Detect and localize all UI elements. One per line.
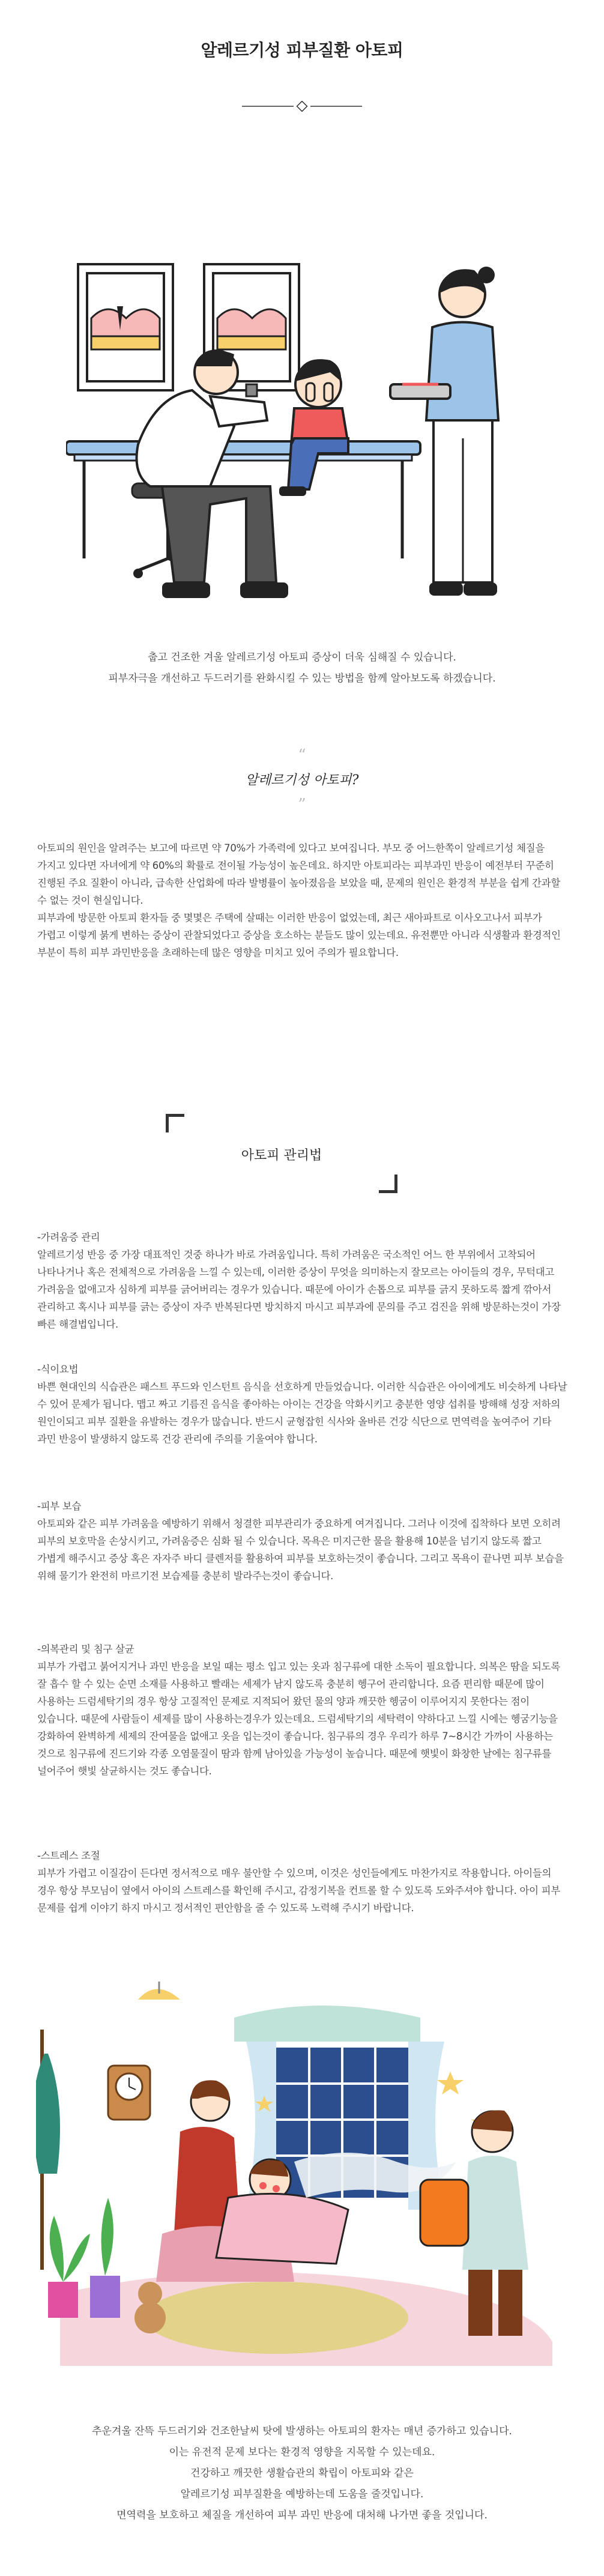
outro-line-4: 알레르기성 피부질환을 예방하는데 도움을 줄것입니다. [180,2488,424,2500]
doctor-exam-illustration [66,246,540,618]
cause-paragraph-2: 피부과에 방문한 아토피 환자들 중 몇몇은 주택에 살때는 이러한 반응이 없었는데, 최근 새아파트로 이사오고나서 피부가 가렵고 이렇게 붉게 변하는 증상이 관찰되었다고 증상을 호소하는 분들도 많이 있는데요. 유전뿐만 아니라 식생활과 환경적인 부분이 특히 피부 과민반응을 초래하는데 많은 영향을 미치고 있어 주의가 필요합니다. [37,912,561,958]
section-heading: -식이요법 [37,1364,79,1375]
section-text: 알레르기성 반응 중 가장 대표적인 것중 하나가 바로 가려움입니다. 특히 가려움은 국소적인 어느 한 부위에서 고착되어 나타나거나 혹은 전체적으로 가려움을 느낄 수 있는데, 이러한 증상이 무엇을 의미하는지 잘모르는 아이들의 경우, 무턱대고 가려움을 없애고자 심하게 피부를 긁어버리는 경우가 있습니다. 때문에 아이가 손톱으로 피부를 긁지 못하도록 짧게 깎아서 관리하고 혹시나 피부를 긁는 증상이 자주 반복된다면 방치하지 마시고 피부과에 문의를 주고 검진을 위해 방문하는것이 가장 빠른 해결법입니다. [37,1249,561,1330]
section-itch-care [37,1229,569,1333]
intro-line-1: 춥고 건조한 겨울 알레르기성 아토피 증상이 더욱 심해질 수 있습니다. [148,652,456,664]
question-title: 알레르기성 아토피? [245,773,359,788]
intro-line-2: 피부자극을 개선하고 두드러기를 완화시킬 수 있는 방법을 함께 알아보도록 하겠습니다. [108,673,496,685]
management-title: 아토피 관리법 [241,1148,322,1163]
section-heading: -스트레스 조절 [37,1850,100,1861]
section-moisturizing [37,1498,569,1585]
section-diet [37,1361,569,1448]
bracket-bottom-right-icon [379,1175,397,1193]
section-text: 바쁜 현대인의 식습관은 패스트 푸드와 인스턴트 음식을 선호하게 만들었습니다. 이러한 식습관은 아이에게도 비슷하게 나타날 수 있어 문제가 됩니다. 맵고 짜고 기름진 음식을 좋아하는 아이는 건강을 악화시키고 충분한 영양 섭취를 방해해 성장 저하의 원인이되고 피부 질환을 유발하는 경우가 많습니다. 반드시 균형잡힌 식사와 올바른 건강 식단으로 면역력을 높여주어 기타 과민 반응이 발생하지 않도록 건강 관리에 주의를 기울여야 합니다. [37,1381,567,1445]
management-heading-frame [166,1114,397,1193]
outro-line-3: 건강하고 깨끗한 생활습관의 확립이 아토피와 같은 [190,2467,414,2479]
section-text: 피부가 가렵고 이질감이 든다면 정서적으로 매우 불안할 수 있으며, 이것은 성인들에게도 마찬가지로 작용합니다. 아이들의 경우 항상 부모님이 옆에서 아이의 스트레스를 확인해 주시고, 감정기복을 컨트롤 할 수 있도록 도와주셔야 합니다. 아이 피부 문제를 쉽게 이야기 하지 마시고 정서적인 편안함을 줄 수 있도록 노력해 주시기 바랍니다. [37,1867,560,1914]
section-clothing-bedding [37,1640,569,1780]
outro-line-1: 추운겨울 잔뜩 두드러기와 건조한날씨 탓에 발생하는 아토피의 환자는 매년 증가하고 있습니다. [92,2425,512,2437]
cause-paragraph-1: 아토피의 원인을 알려주는 보고에 따르면 약 70%가 가족력에 있다고 보여집니다. 부모 중 어느한쪽이 알레르기성 체질을 가지고 있다면 자녀에게 약 60%의 확률로 전이될 가능성이 높은데요. 하지만 아토피라는 피부과민 반응이 예전부터 꾸준히 진행된 주요 질환이 아니라, 급속한 산업화에 따라 발병률이 높아졌음을 보았을 때, 문제의 원인은 환경적 부분을 쉽게 간과할 수 없는 것이 현실입니다. [37,842,560,906]
title-divider [242,101,362,112]
section-stress [37,1847,569,1917]
outro-line-5: 면역력을 보호하고 체질을 개선하여 피부 과민 반응에 대처해 나가면 좋을 것입니다. [116,2509,488,2521]
section-heading: -피부 보습 [37,1501,82,1512]
cause-text-block [37,839,569,961]
section-text: 아토피와 같은 피부 가려움을 예방하기 위해서 청결한 피부관리가 중요하게 여겨집니다. 그러나 이것에 집착하다 보면 오히려 피부의 보호막을 손상시키고, 가려움증은 심화 될 수 있습니다. 목욕은 미지근한 물을 활용해 10분을 넘기지 않도록 짧고 가볍게 해주시고 증상 혹은 자자주 바디 클렌저를 활용하여 피부를 보호하는것이 좋습니다. 그리고 목욕이 끝나면 피부 보습을 위해 물기가 완전히 마르기전 보습제를 충분히 발라주는것이 좋습니다. [37,1518,564,1582]
section-heading: -가려움증 관리 [37,1232,100,1243]
outro-line-2: 이는 유전적 문제 보다는 환경적 영향을 지목할 수 있는데요. [169,2446,435,2458]
bracket-top-left-icon [166,1114,184,1132]
section-text: 피부가 가렵고 붉어지거나 과민 반응을 보일 때는 평소 입고 있는 옷과 침구류에 대한 소독이 필요합니다. 의복은 땀을 되도록 잘 흡수 할 수 있는 순면 소재를 사용하고 빨래는 세제가 남지 않도록 충분히 헹구어 관리합니다. 요즘 편리함 때문에 많이 사용하는 드럼세탁기의 경우 항상 고질적인 문제로 지적되어 왔던 물의 양과 깨끗한 헹굼이 이루어지지 못한다는 점이 있습니다. 때문에 사람들이 세제를 많이 사용하는경우가 있는데요. 드럼세탁기의 세탁력이 약하다고 느낄 시에는 헹굼기능을 강화하여 완벽하게 세제의 잔여물을 없애고 옷을 입는것이 좋습니다. 침구류의 경우 우리가 하루 7~8시간 가까이 사용하는 것으로 침구류에 진드기와 각종 오염물질이 땀과 함께 남아있을 가능성이 높습니다. 때문에 햇빛이 화창한 날에는 침구류를 널어주어 햇빛 살균하시는 것도 좋습니다. [37,1661,560,1777]
open-quote-icon: “ [298,746,306,764]
page-title: 알레르기성 피부질환 아토피 [201,40,403,60]
section-heading: -의복관리 및 침구 살균 [37,1643,134,1655]
home-care-illustration [36,1982,570,2378]
close-quote-icon: ” [298,796,306,814]
